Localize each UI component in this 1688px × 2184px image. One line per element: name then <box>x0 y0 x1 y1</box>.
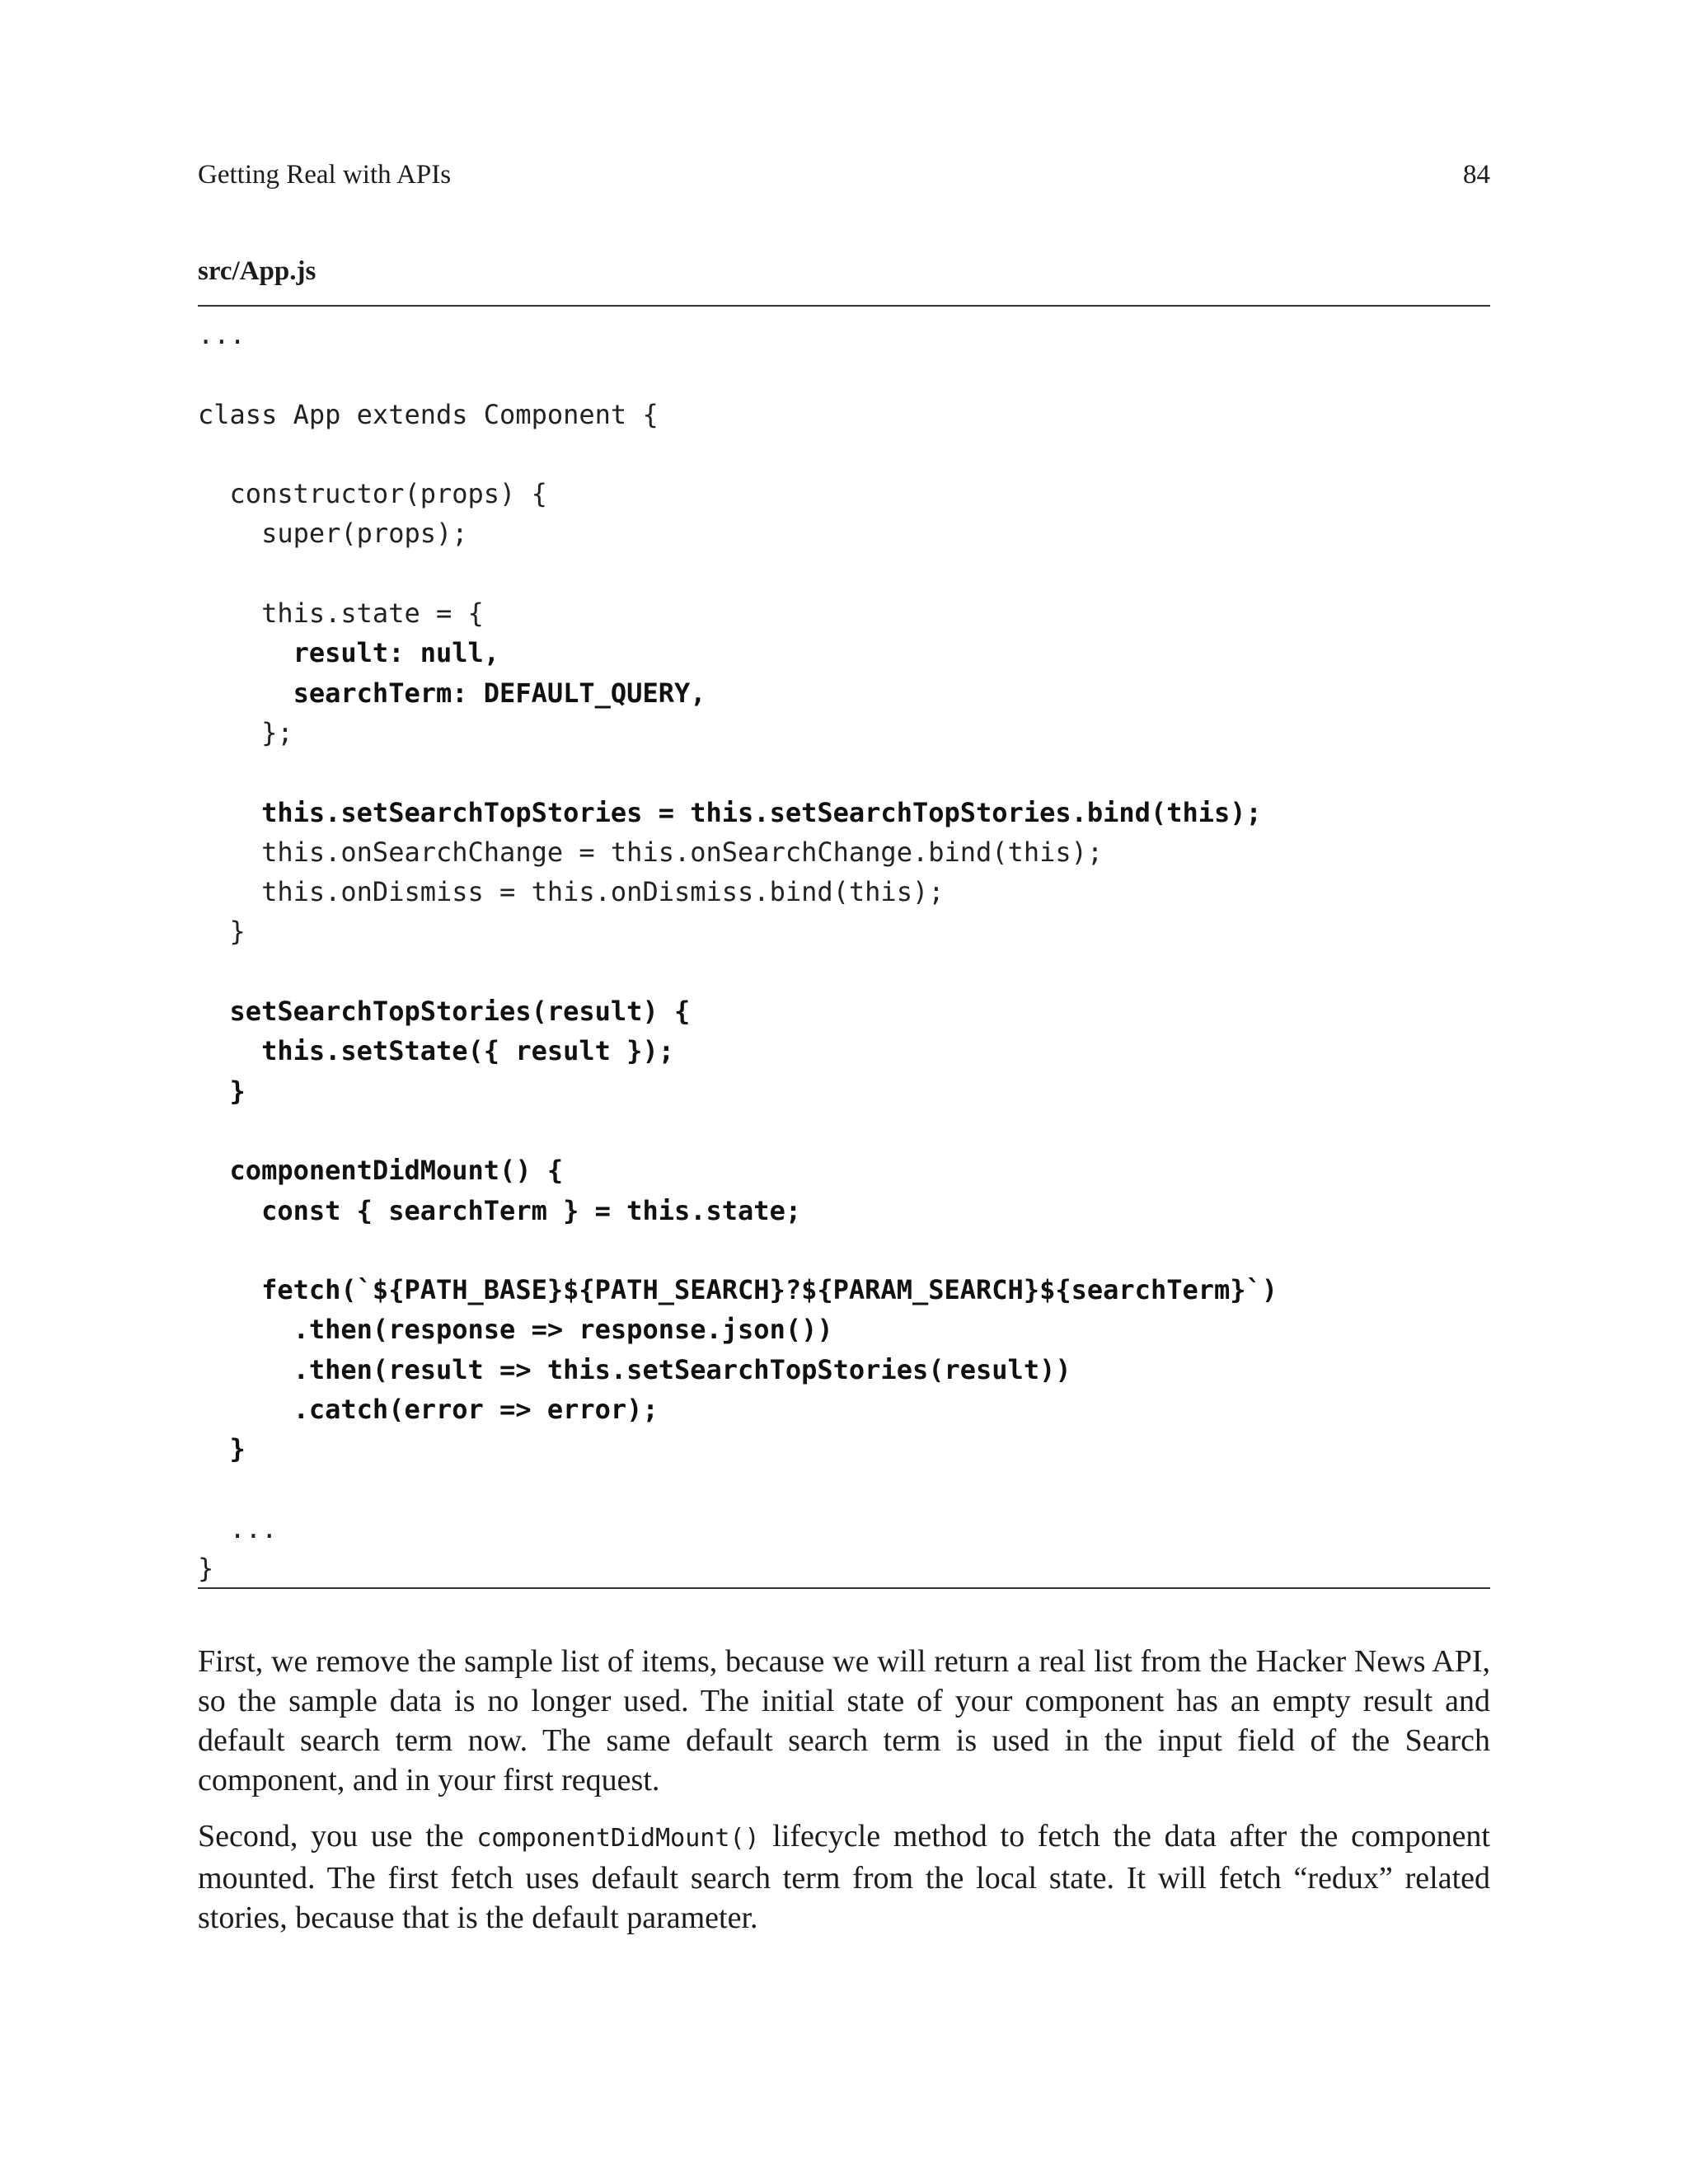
code-caption: src/App.js <box>198 256 316 286</box>
code-line: this.state = { <box>198 598 484 630</box>
code-line: setSearchTopStories(result) { <box>198 996 691 1028</box>
code-line <box>198 554 1490 593</box>
code-line: componentDidMount() { <box>198 1155 564 1187</box>
code-line: this.setSearchTopStories = this.setSearchTopStories.bind(this); <box>198 796 1262 828</box>
code-line <box>198 952 1490 991</box>
code-line <box>198 434 1490 474</box>
code-line: searchTerm: DEFAULT_QUERY, <box>198 677 706 709</box>
code-line: } <box>198 1075 246 1107</box>
code-line: this.setState({ result }); <box>198 1035 674 1067</box>
code-line: const { searchTerm } = this.state; <box>198 1194 802 1226</box>
inline-code: componentDidMount() <box>476 1824 760 1853</box>
page-header <box>198 155 1490 194</box>
code-line <box>198 752 1490 792</box>
code-line: super(props); <box>198 518 468 550</box>
code-line: }; <box>198 716 293 748</box>
code-line: .then(response => response.json()) <box>198 1314 833 1346</box>
code-line <box>198 1469 1490 1509</box>
code-line: .catch(error => error); <box>198 1394 659 1426</box>
code-block <box>198 305 1490 1589</box>
code-line <box>198 354 1490 394</box>
code-line: } <box>198 1553 214 1585</box>
running-title: Getting Real with APIs <box>198 160 452 190</box>
code-line: fetch(`${PATH_BASE}${PATH_SEARCH}?${PARAM_SEARCH}${searchTerm}`) <box>198 1274 1278 1306</box>
code-line: result: null, <box>198 637 500 669</box>
paragraph-text: lifecycle method to fetch the data after the component mounted. The first fetch uses default search term from the local state. It will fetch “redux” related stories, because that is the default parameter. <box>198 1819 1490 1935</box>
code-line: this.onSearchChange = this.onSearchChange.bind(this); <box>198 836 1104 868</box>
code-line: .then(result => this.setSearchTopStories(result)) <box>198 1353 1071 1385</box>
code-line: } <box>198 1433 246 1465</box>
code-line <box>198 1230 1490 1270</box>
paragraph <box>198 1816 1490 1938</box>
code-line: ... <box>198 1512 278 1544</box>
code-line: class App extends Component { <box>198 398 659 430</box>
page-number: 84 <box>1463 160 1490 190</box>
paragraph: First, we remove the sample list of items, because we will return a real list from the Hacker News API, so the sample data is no longer used. The initial state of your component has an empty result and default search term now. The same default search term is used in the input field of the Search component, and in your first request. <box>198 1644 1490 1797</box>
code-line: ... <box>198 319 246 350</box>
code-line: } <box>198 916 246 948</box>
code-line: this.onDismiss = this.onDismiss.bind(this); <box>198 876 945 908</box>
code-line: constructor(props) { <box>198 478 547 510</box>
body-text <box>198 1642 1490 1954</box>
code-line <box>198 1111 1490 1151</box>
paragraph-text: Second, you use the <box>198 1819 477 1854</box>
